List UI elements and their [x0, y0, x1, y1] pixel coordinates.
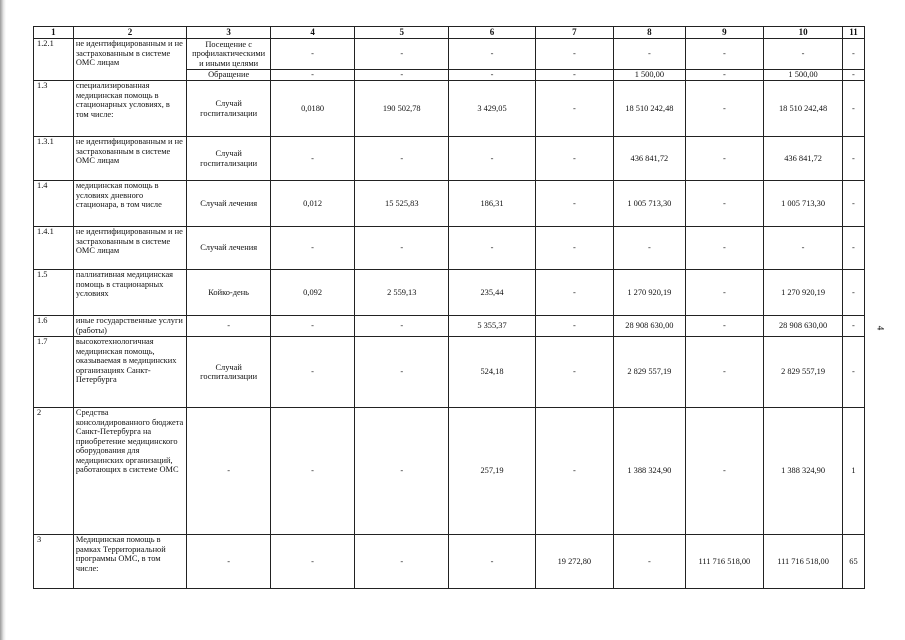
- table-row: [34, 337, 865, 408]
- cell: 524,18: [449, 337, 535, 408]
- row-name: Медицинская помощь в рамках Территориальной программы ОМС, в том числе:: [73, 535, 186, 589]
- column-header: 9: [685, 27, 764, 39]
- cell: -: [355, 39, 449, 70]
- cell: -: [355, 337, 449, 408]
- column-header: 7: [535, 27, 614, 39]
- cell: -: [535, 337, 614, 408]
- row-name: иные государственные услуги (работы): [73, 316, 186, 337]
- cell: 1 005 713,30: [764, 181, 843, 227]
- cell: -: [535, 81, 614, 137]
- cell: -: [449, 227, 535, 270]
- cell: -: [271, 337, 355, 408]
- cell: -: [535, 181, 614, 227]
- scan-edge: [0, 0, 6, 640]
- table-row: [34, 270, 865, 316]
- cell: -: [685, 39, 764, 70]
- cell: 436 841,72: [614, 137, 685, 181]
- cell: -: [685, 227, 764, 270]
- cell: 1 388 324,90: [764, 408, 843, 535]
- column-header: 8: [614, 27, 685, 39]
- cell: -: [449, 137, 535, 181]
- cell: 436 841,72: [764, 137, 843, 181]
- cell: 18 510 242,48: [614, 81, 685, 137]
- row-unit: -: [187, 316, 271, 337]
- row-name: паллиативная медицинская помощь в стационарных условиях: [73, 270, 186, 316]
- cell: 257,19: [449, 408, 535, 535]
- column-header: 3: [187, 27, 271, 39]
- column-header: 4: [271, 27, 355, 39]
- cell: 1 500,00: [614, 70, 685, 81]
- row-name: не идентифицированным и не застрахованным в системе ОМС лицам: [73, 39, 186, 81]
- cell: -: [271, 70, 355, 81]
- cell: 0,012: [271, 181, 355, 227]
- row-number: 1.4.1: [34, 227, 74, 270]
- cell: -: [842, 227, 864, 270]
- cell: -: [355, 137, 449, 181]
- column-header: 11: [842, 27, 864, 39]
- cell: -: [355, 408, 449, 535]
- column-header: 2: [73, 27, 186, 39]
- cell: -: [842, 39, 864, 70]
- cell: 235,44: [449, 270, 535, 316]
- row-name: Средства консолидированного бюджета Санкт-Петербурга на приобретение медицинского оборудования для медицинских организаций, работающих в системе ОМС: [73, 408, 186, 535]
- column-header: 6: [449, 27, 535, 39]
- cell: -: [685, 70, 764, 81]
- cell: -: [271, 408, 355, 535]
- cell: -: [842, 70, 864, 81]
- row-unit: Посещение с профилактическими и иными целями: [187, 39, 271, 70]
- cell: -: [535, 316, 614, 337]
- cell: -: [614, 535, 685, 589]
- cell: 28 908 630,00: [764, 316, 843, 337]
- cell: -: [614, 227, 685, 270]
- cell: -: [842, 137, 864, 181]
- cell: 2 559,13: [355, 270, 449, 316]
- header-row: [34, 27, 865, 39]
- row-number: 3: [34, 535, 74, 589]
- row-unit: Случай госпитализации: [187, 81, 271, 137]
- cell: -: [685, 408, 764, 535]
- row-number: 1.5: [34, 270, 74, 316]
- cell: -: [271, 137, 355, 181]
- cell: 1: [842, 408, 864, 535]
- cell: -: [355, 227, 449, 270]
- cell: -: [449, 39, 535, 70]
- cell: 2 829 557,19: [764, 337, 843, 408]
- cell: -: [449, 70, 535, 81]
- cell: -: [449, 535, 535, 589]
- cell: 111 716 518,00: [764, 535, 843, 589]
- cell: -: [271, 316, 355, 337]
- cell: -: [685, 337, 764, 408]
- row-number: 2: [34, 408, 74, 535]
- row-name: специализированная медицинская помощь в стационарных условиях, в том числе:: [73, 81, 186, 137]
- cell: 5 355,37: [449, 316, 535, 337]
- cell: 1 500,00: [764, 70, 843, 81]
- cell: -: [355, 535, 449, 589]
- cell: -: [614, 39, 685, 70]
- cell: -: [842, 270, 864, 316]
- budget-table: [33, 26, 865, 589]
- row-number: 1.3: [34, 81, 74, 137]
- cell: 0,0180: [271, 81, 355, 137]
- table-row: [34, 81, 865, 137]
- cell: -: [685, 137, 764, 181]
- row-number: 1.3.1: [34, 137, 74, 181]
- cell: -: [535, 227, 614, 270]
- row-name: высокотехнологичная медицинская помощь, оказываемая в медицинских организациях Санкт-Петербурга: [73, 337, 186, 408]
- row-unit: -: [187, 408, 271, 535]
- cell: 65: [842, 535, 864, 589]
- cell: 18 510 242,48: [764, 81, 843, 137]
- cell: -: [842, 181, 864, 227]
- cell: 0,092: [271, 270, 355, 316]
- cell: -: [842, 337, 864, 408]
- row-unit: Обращение: [187, 70, 271, 81]
- row-name: не идентифицированным и не застрахованным в системе ОМС лицам: [73, 227, 186, 270]
- cell: -: [535, 270, 614, 316]
- table-row: [34, 137, 865, 181]
- cell: 19 272,80: [535, 535, 614, 589]
- cell: -: [685, 316, 764, 337]
- table-row: [34, 316, 865, 337]
- table-row: [34, 181, 865, 227]
- row-number: 1.2.1: [34, 39, 74, 81]
- row-name: медицинская помощь в условиях дневного стационара, в том числе: [73, 181, 186, 227]
- row-number: 1.4: [34, 181, 74, 227]
- row-unit: Случай госпитализации: [187, 137, 271, 181]
- row-number: 1.7: [34, 337, 74, 408]
- row-unit: Случай лечения: [187, 181, 271, 227]
- cell: 190 502,78: [355, 81, 449, 137]
- column-header: 5: [355, 27, 449, 39]
- cell: -: [842, 81, 864, 137]
- cell: 2 829 557,19: [614, 337, 685, 408]
- table-row: [34, 535, 865, 589]
- cell: 1 270 920,19: [764, 270, 843, 316]
- cell: -: [355, 70, 449, 81]
- row-unit: Койко-день: [187, 270, 271, 316]
- cell: -: [355, 316, 449, 337]
- cell: -: [271, 227, 355, 270]
- cell: -: [685, 270, 764, 316]
- cell: 3 429,05: [449, 81, 535, 137]
- table-row: [34, 227, 865, 270]
- cell: -: [535, 137, 614, 181]
- cell: -: [764, 227, 843, 270]
- table-body: [34, 27, 865, 589]
- table-row: [34, 39, 865, 70]
- column-header: 1: [34, 27, 74, 39]
- cell: -: [535, 408, 614, 535]
- row-unit: Случай лечения: [187, 227, 271, 270]
- cell: -: [535, 39, 614, 70]
- table-row: [34, 408, 865, 535]
- cell: -: [685, 181, 764, 227]
- row-name: не идентифицированным и не застрахованным в системе ОМС лицам: [73, 137, 186, 181]
- cell: 186,31: [449, 181, 535, 227]
- column-header: 10: [764, 27, 843, 39]
- cell: -: [842, 316, 864, 337]
- cell: -: [764, 39, 843, 70]
- cell: -: [271, 39, 355, 70]
- cell: -: [535, 70, 614, 81]
- cell: -: [271, 535, 355, 589]
- row-number: 1.6: [34, 316, 74, 337]
- row-unit: -: [187, 535, 271, 589]
- cell: 1 270 920,19: [614, 270, 685, 316]
- cell: 15 525,83: [355, 181, 449, 227]
- cell: 111 716 518,00: [685, 535, 764, 589]
- cell: 28 908 630,00: [614, 316, 685, 337]
- row-unit: Случай госпитализации: [187, 337, 271, 408]
- cell: -: [685, 81, 764, 137]
- cell: 1 388 324,90: [614, 408, 685, 535]
- page-number: 4: [875, 325, 886, 331]
- cell: 1 005 713,30: [614, 181, 685, 227]
